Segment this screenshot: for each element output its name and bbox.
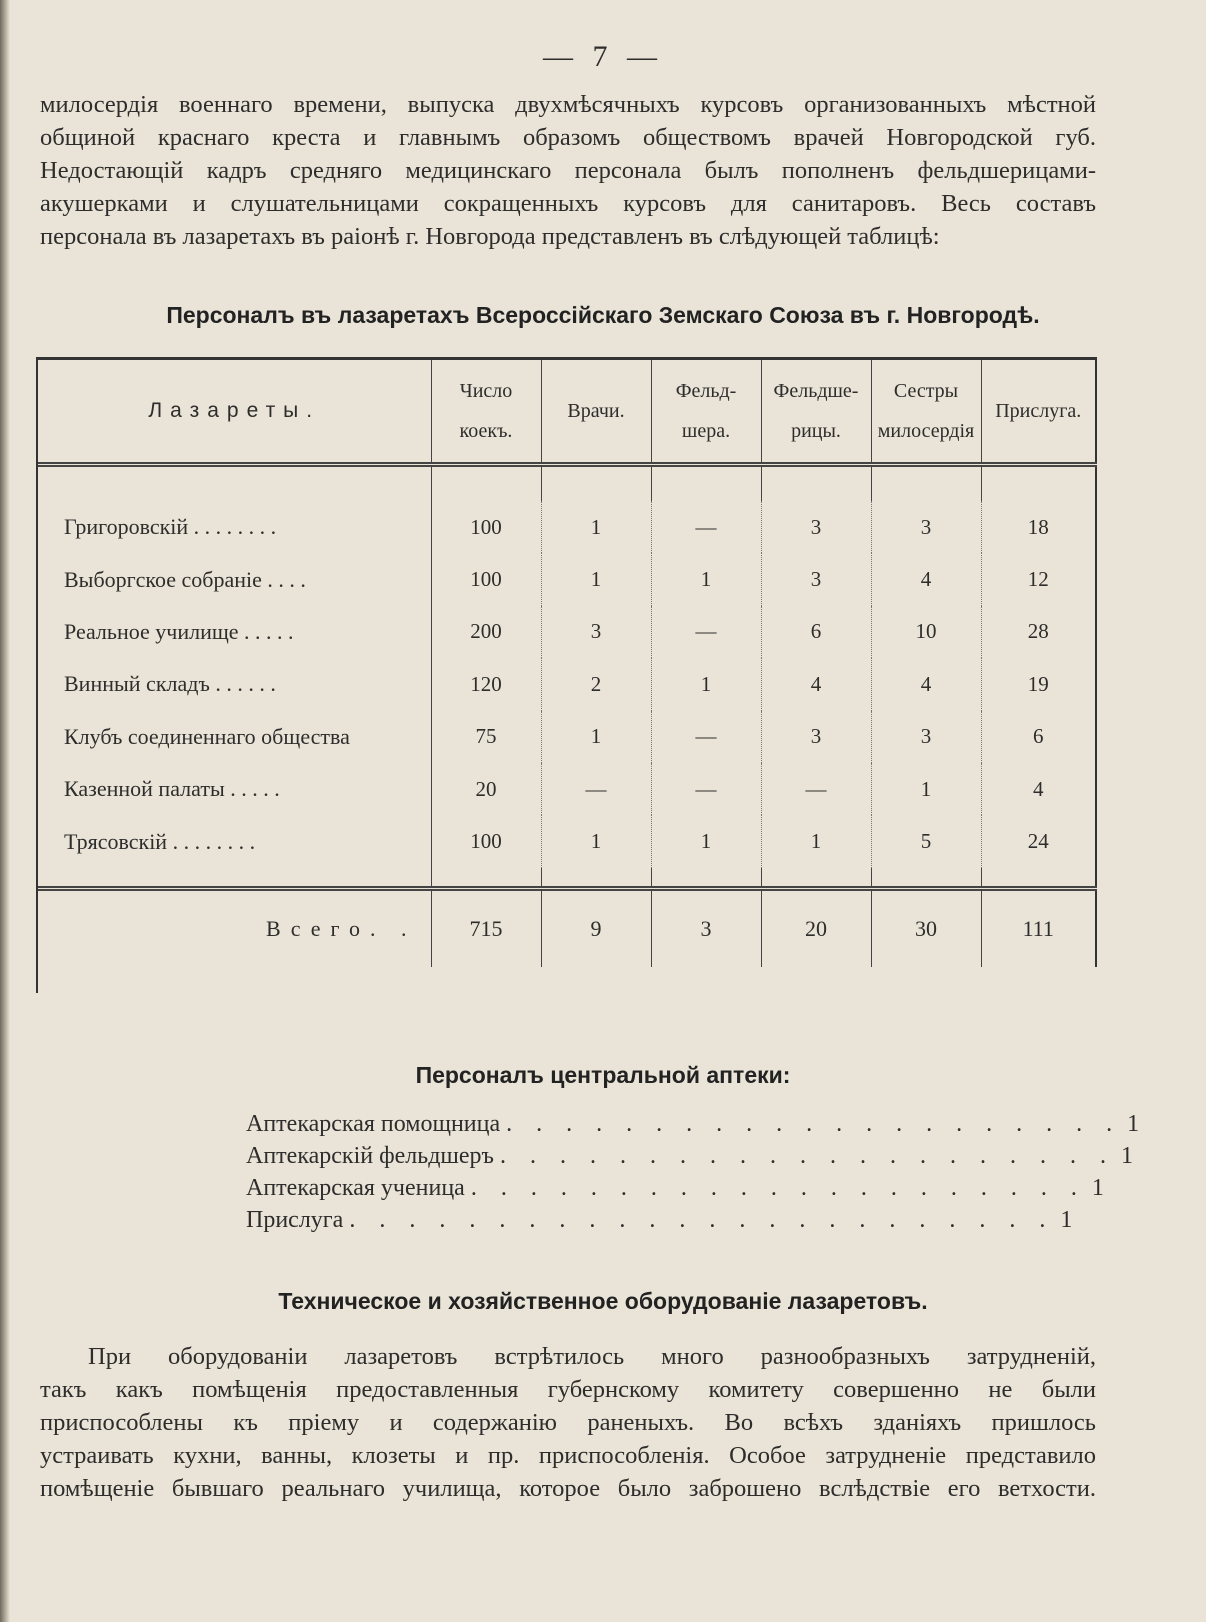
table-cell: 1 [541, 501, 651, 553]
hospital-name: Казенной палаты . . . . . [64, 776, 280, 802]
text-line: При оборудованіи лазаретовъ встрѣтилось много разнообразныхъ затрудненій, [88, 1343, 1096, 1370]
table-cell: — [541, 763, 651, 815]
table-row [38, 815, 1096, 867]
table-cell: 4 [871, 553, 981, 605]
pharmacy-title: Персоналъ центральной аптеки: [415, 1062, 791, 1088]
list-item: Аптекарская ученица . . . . . . . . . . . . . . . . . . . . . 1 [246, 1172, 866, 1204]
table-cell: — [651, 606, 761, 658]
text-line: устраивать кухни, ванны, клозеты и пр. приспособленія. Особое затрудненіе представило [40, 1442, 1096, 1469]
table-cell: 100 [431, 815, 541, 867]
table-row [38, 711, 1096, 763]
table-title: Персоналъ въ лазаретахъ Всероссійскаго Земскаго Союза въ г. Новгородѣ. [166, 302, 1040, 328]
table-cell: 100 [431, 501, 541, 553]
table-cell: 1 [651, 658, 761, 710]
table-header [38, 359, 1096, 465]
table-cell: 4 [761, 658, 871, 710]
list-item: Аптекарскій фельдшеръ . . . . . . . . . . . . . . . . . . . . . 1 [246, 1140, 866, 1172]
table-cell: 75 [431, 711, 541, 763]
table-cell: 200 [431, 606, 541, 658]
table-row [38, 553, 1096, 605]
intro-paragraph [40, 88, 1096, 253]
table-cell: 4 [871, 658, 981, 710]
hospital-name: Трясовскій . . . . . . . . [64, 828, 256, 854]
section-title: Техническое и хозяйственное оборудованіе лазаретовъ. [278, 1288, 928, 1314]
pharmacy-list [246, 1108, 1140, 1236]
item-label: Прислуга [246, 1207, 344, 1233]
table-cell: — [651, 763, 761, 815]
table-cell: 6 [981, 711, 1096, 763]
text-line: приспособлены къ пріему и содержанію раненыхъ. Во всѣхъ зданіяхъ пришлось [40, 1409, 1096, 1436]
table-cell: 3 [761, 501, 871, 553]
item-label: Аптекарскій фельдшеръ [246, 1143, 494, 1169]
item-value: 1 [1120, 1143, 1133, 1169]
total-cell: 20 [761, 888, 871, 967]
total-cell: 9 [541, 888, 651, 967]
table-cell: 2 [541, 658, 651, 710]
item-value: 1 [1060, 1207, 1073, 1233]
total-cell: 3 [651, 888, 761, 967]
hospital-name: Клубъ соединеннаго общества [64, 723, 350, 749]
table-cell: — [651, 711, 761, 763]
hospital-name: Григоровскій . . . . . . . . [64, 514, 277, 540]
table-cell: 1 [871, 763, 981, 815]
table-cell: 10 [871, 606, 981, 658]
table-row [38, 501, 1096, 553]
header-servants: Прислуга. [981, 359, 1096, 465]
table-cell: 1 [651, 815, 761, 867]
text-line: общиной краснаго креста и главнымъ образомъ обществомъ врачей Новгородской губ. [40, 124, 1096, 151]
table-cell: 5 [871, 815, 981, 867]
table-cell: 120 [431, 658, 541, 710]
table-cell: 24 [981, 815, 1096, 867]
header-feldsher-women: Фельдше- рицы. [761, 359, 871, 465]
table-cell: 19 [981, 658, 1096, 710]
text-line: такъ какъ помѣщенія предоставленныя губернскому комитету совершенно не были [40, 1376, 1096, 1403]
item-label: Аптекарская помощница [246, 1111, 501, 1137]
total-row [38, 888, 1096, 967]
table-cell: 12 [981, 553, 1096, 605]
text-line: милосердія военнаго времени, выпуска двухмѣсячныхъ курсовъ организованныхъ мѣстной [40, 91, 1096, 118]
table-cell: 3 [541, 606, 651, 658]
table-cell: 1 [541, 711, 651, 763]
table-cell: 3 [871, 501, 981, 553]
item-value: 1 [1091, 1175, 1104, 1201]
table-row [38, 658, 1096, 710]
table-cell: 4 [981, 763, 1096, 815]
list-item: Аптекарская помощница . . . . . . . . . . . . . . . . . . . . . 1 [246, 1108, 866, 1140]
table-cell: — [761, 763, 871, 815]
table-cell: 1 [541, 553, 651, 605]
table-row [38, 763, 1096, 815]
table-cell: — [651, 501, 761, 553]
item-value: 1 [1127, 1111, 1140, 1137]
staff-table [38, 357, 1097, 967]
text-line: акушерками и слушательницами сокращенныхъ курсовъ для санитаровъ. Весь составъ [40, 190, 1096, 217]
header-hospitals: Лазареты. [38, 359, 431, 465]
total-cell: 30 [871, 888, 981, 967]
table-cell: 28 [981, 606, 1096, 658]
header-doctors: Врачи. [541, 359, 651, 465]
closing-paragraph [40, 1340, 1096, 1505]
table-cell: 3 [871, 711, 981, 763]
hospital-name: Выборгское собраніе . . . . [64, 566, 306, 592]
header-beds: Число коекъ. [431, 359, 541, 465]
table-cell: 18 [981, 501, 1096, 553]
table-cell: 3 [761, 553, 871, 605]
hospital-name: Реальное училище . . . . . [64, 618, 294, 644]
text-line: помѣщеніе бывшаго реальнаго училища, которое было заброшено вслѣдствіе его ветхости. [40, 1475, 1096, 1502]
total-label: Всего. . [266, 915, 417, 941]
text-line: персонала въ лазаретахъ въ раіонѣ г. Новгорода представленъ въ слѣдующей таблицѣ: [40, 223, 940, 250]
hospital-name: Винный складъ . . . . . . [64, 671, 276, 697]
page-number: — 7 — [543, 40, 663, 73]
total-cell: 715 [431, 888, 541, 967]
table-cell: 100 [431, 553, 541, 605]
header-feldshers: Фельд- шера. [651, 359, 761, 465]
list-item: Прислуга . . . . . . . . . . . . . . . . . . . . . . . . 1 [246, 1204, 866, 1236]
table-cell: 1 [651, 553, 761, 605]
item-label: Аптекарская ученица [246, 1175, 465, 1201]
page-edge [0, 0, 10, 1622]
text-line: Недостающій кадръ средняго медицинскаго персонала былъ пополненъ фельдшерицами- [40, 157, 1096, 184]
table-cell: 6 [761, 606, 871, 658]
header-nurses: Сестры милосердія [871, 359, 981, 465]
table-cell: 3 [761, 711, 871, 763]
table-cell: 20 [431, 763, 541, 815]
table-cell: 1 [761, 815, 871, 867]
table-cell: 1 [541, 815, 651, 867]
table-row [38, 606, 1096, 658]
total-cell: 111 [981, 888, 1096, 967]
